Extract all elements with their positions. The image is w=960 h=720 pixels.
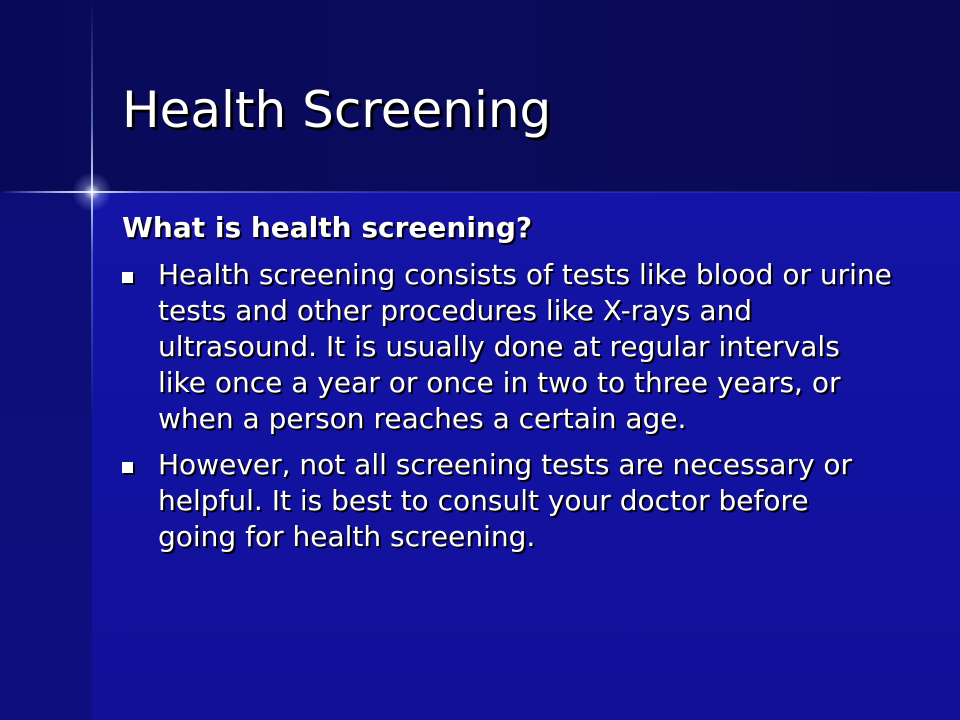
bullet-list [122, 257, 892, 555]
subheading: What is health screening? [122, 211, 533, 244]
slide-body [122, 205, 892, 565]
bullet-text: However, not all screening tests are necessary or helpful. It is best to consult your doctor before going for health screening. [158, 448, 853, 553]
sparkle-star-icon [72, 172, 112, 212]
left-band [0, 192, 92, 720]
sparkle-horizontal-line [0, 191, 960, 193]
slide-title: Health Screening [122, 81, 552, 139]
square-bullet-icon [122, 272, 133, 283]
bullet-item [122, 257, 892, 437]
bullet-text: Health screening consists of tests like blood or urine tests and other procedures like X-rays and ultrasound. It is usually done at regular intervals like once a year or once in two to three years, or when a person reaches a certain age. [158, 258, 892, 435]
bullet-item [122, 447, 892, 555]
square-bullet-icon [122, 462, 133, 473]
